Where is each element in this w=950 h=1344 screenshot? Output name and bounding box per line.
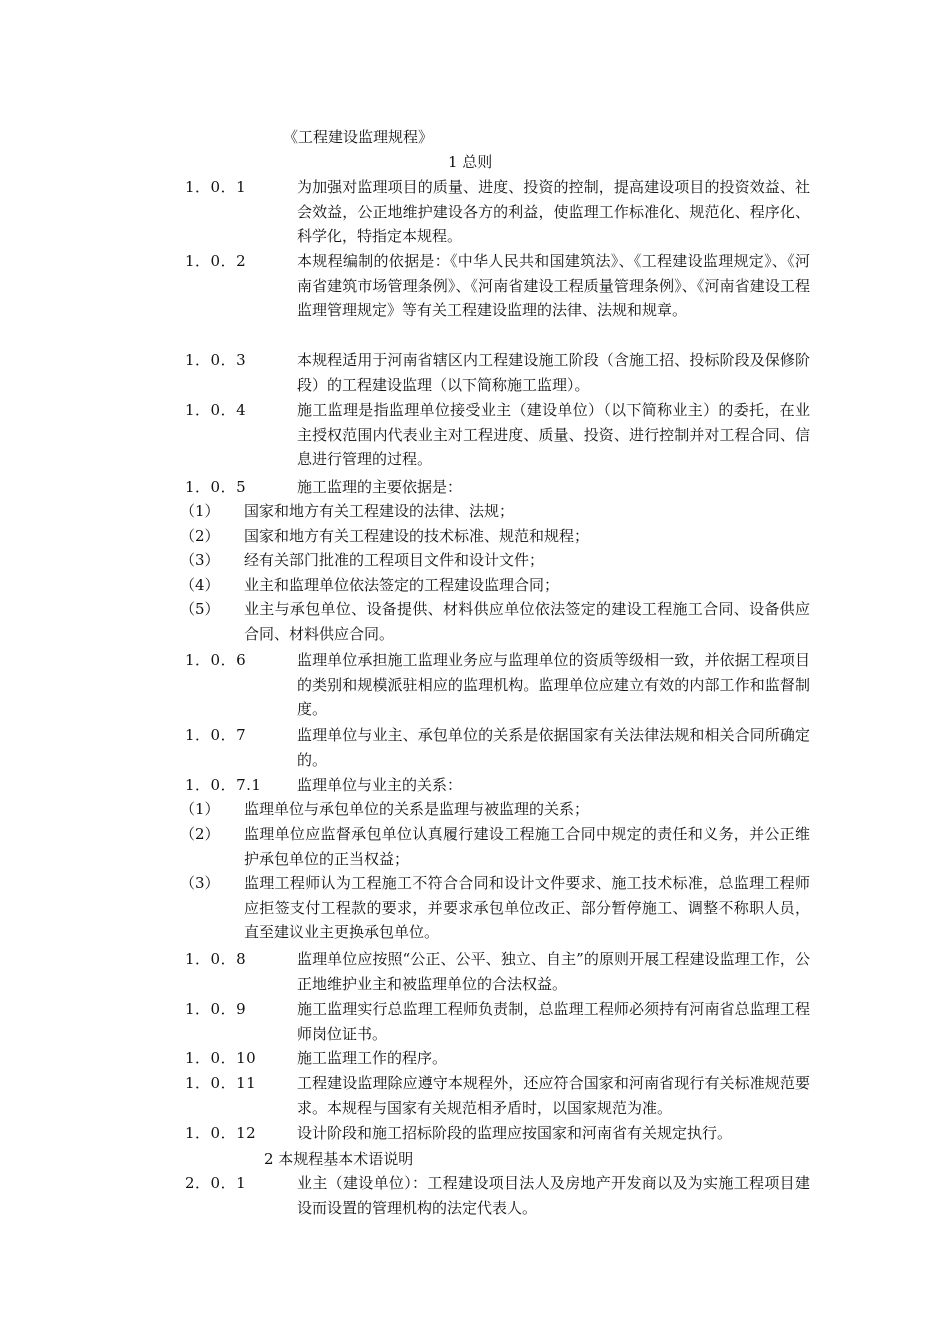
item-text: 监理单位应监督承包单位认真履行建设工程施工合同中规定的责任和义务，并公正维护承包单位的正当权益；	[244, 825, 810, 868]
clause-1-0-7-1	[185, 773, 810, 798]
clause-number: 1．0．5	[185, 478, 247, 496]
clause-number: 1．0．4	[185, 401, 247, 419]
clause-1-0-12	[185, 1121, 810, 1146]
clause-text: 施工监理是指监理单位接受业主（建设单位）（以下简称业主）的委托，在业主授权范围内代表业主对工程进度、质量、投资、进行控制并对工程合同、信息进行管理的过程。	[297, 401, 810, 468]
item-number: （3）	[180, 551, 220, 569]
clause-number: 1．0．6	[185, 651, 247, 669]
item-number: （1）	[180, 502, 220, 520]
clause-text: 监理单位应按照“公正、公平、独立、自主”的原则开展工程建设监理工作，公正地维护业主和被监理单位的合法权益。	[297, 950, 810, 993]
list-item	[180, 548, 810, 573]
clause-1-0-2	[185, 249, 810, 323]
clause-text: 监理单位承担施工监理业务应与监理单位的资质等级相一致，并依据工程项目的类别和规模派驻相应的监理机构。监理单位应建立有效的内部工作和监督制度。	[297, 651, 810, 718]
clause-text: 施工监理实行总监理工程师负责制，总监理工程师必须持有河南省总监理工程师岗位证书。	[297, 1000, 810, 1043]
clause-text: 施工监理工作的程序。	[297, 1049, 448, 1067]
clause-1-0-5	[185, 475, 810, 500]
clause-number: 1．0．11	[185, 1074, 257, 1092]
list-item	[180, 822, 810, 871]
clause-text: 施工监理的主要依据是：	[297, 478, 463, 496]
clause-text: 监理单位与业主、承包单位的关系是依据国家有关法律法规和相关合同所确定的。	[297, 726, 810, 769]
clause-1-0-8	[185, 947, 810, 996]
list-item	[180, 573, 810, 598]
list-item	[180, 499, 810, 524]
clause-1-0-4	[185, 398, 810, 472]
item-text: 业主和监理单位依法签定的工程建设监理合同；	[244, 576, 560, 594]
clause-number: 1．0．12	[185, 1124, 257, 1142]
item-number: （2）	[180, 527, 220, 545]
item-number: （1）	[180, 800, 220, 818]
item-text: 监理工程师认为工程施工不符合合同和设计文件要求、施工技术标准，总监理工程师应拒签支付工程款的要求，并要求承包单位改正、部分暂停施工、调整不称职人员，直至建议业主更换承包单位。	[244, 874, 810, 941]
clause-text: 设计阶段和施工招标阶段的监理应按国家和河南省有关规定执行。	[297, 1124, 733, 1142]
clause-number: 2．0．1	[185, 1174, 247, 1192]
clause-number: 1．0．10	[185, 1049, 257, 1067]
clause-text: 本规程适用于河南省辖区内工程建设施工阶段（含施工招、投标阶段及保修阶段）的工程建设监理（以下简称施工监理）。	[297, 351, 810, 394]
clause-text: 业主（建设单位）：工程建设项目法人及房地产开发商以及为实施工程项目建设而设置的管理机构的法定代表人。	[297, 1174, 810, 1217]
clause-text: 监理单位与业主的关系：	[297, 776, 463, 794]
clause-text: 为加强对监理项目的质量、进度、投资的控制，提高建设项目的投资效益、社会效益，公正地维护建设各方的利益，使监理工作标准化、规范化、程序化、科学化，特指定本规程。	[297, 178, 810, 245]
list-item	[180, 871, 810, 945]
clause-number: 1．0．2	[185, 252, 247, 270]
clause-number: 1．0．1	[185, 178, 247, 196]
clause-1-0-10	[185, 1046, 810, 1071]
item-number: （2）	[180, 825, 220, 843]
item-number: （3）	[180, 874, 220, 892]
list-item	[180, 797, 810, 822]
section-heading-terms: 2 本规程基本术语说明	[264, 1150, 414, 1168]
document-title: 《工程建设监理规程》	[283, 128, 434, 146]
clause-text: 工程建设监理除应遵守本规程外，还应符合国家和河南省现行有关标准规范要求。本规程与国家有关规范相矛盾时，以国家规范为准。	[297, 1074, 810, 1117]
item-number: （5）	[180, 600, 220, 618]
list-item	[180, 597, 810, 646]
list-item	[180, 524, 810, 549]
clause-1-0-6	[185, 648, 810, 722]
item-text: 国家和地方有关工程建设的技术标准、规范和规程；	[244, 527, 590, 545]
section-heading-general: 1 总则	[448, 153, 493, 171]
clause-2-0-1	[185, 1171, 810, 1220]
item-text: 国家和地方有关工程建设的法律、法规；	[244, 502, 515, 520]
clause-1-0-11	[185, 1071, 810, 1120]
item-text: 业主与承包单位、设备提供、材料供应单位依法签定的建设工程施工合同、设备供应合同、材料供应合同。	[244, 600, 810, 643]
item-text: 经有关部门批准的工程项目文件和设计文件；	[244, 551, 545, 569]
clause-number: 1．0．8	[185, 950, 247, 968]
item-number: （4）	[180, 576, 220, 594]
clause-1-0-3	[185, 348, 810, 397]
clause-1-0-7	[185, 723, 810, 772]
item-text: 监理单位与承包单位的关系是监理与被监理的关系；	[244, 800, 590, 818]
clause-text: 本规程编制的依据是：《中华人民共和国建筑法》、《工程建设监理规定》、《河南省建筑市场管理条例》、《河南省建设工程质量管理条例》、《河南省建设工程监理管理规定》等有关工程建设监理的法律、法规和规章。	[297, 252, 810, 319]
clause-number: 1．0．3	[185, 351, 247, 369]
clause-number: 1．0．9	[185, 1000, 247, 1018]
clause-1-0-1	[185, 175, 810, 249]
clause-number: 1．0．7.1	[185, 776, 262, 794]
clause-1-0-9	[185, 997, 810, 1046]
clause-number: 1．0．7	[185, 726, 247, 744]
